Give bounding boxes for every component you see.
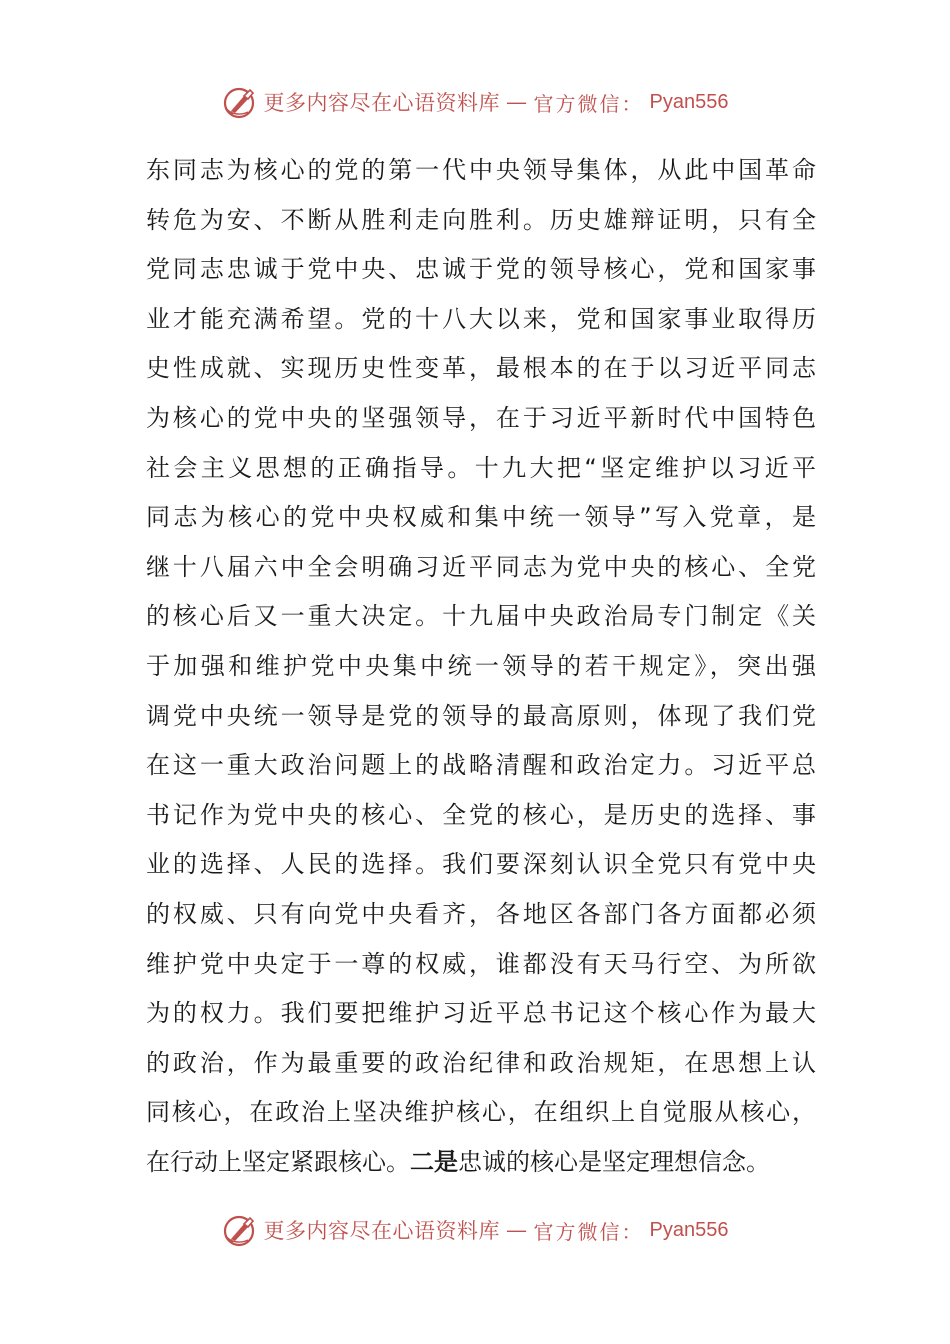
text-line: 为的权力。我们要把维护习近平总书记这个核心作为最大 bbox=[146, 999, 816, 1028]
text-line: 继十八届六中全会明确习近平同志为党中央的核心、全党 bbox=[146, 552, 816, 581]
footer-wechat-id: Pyan556 bbox=[649, 1218, 729, 1241]
text-line: 转危为安、不断从胜利走向胜利。历史雄辩证明，只有全 bbox=[146, 205, 816, 234]
footer-site-name: 更多内容尽在心语资料库 bbox=[263, 1219, 501, 1243]
last-line-suffix: 忠诚的核心是坚定理想信念。 bbox=[458, 1147, 770, 1176]
text-line: 同核心，在政治上坚决维护核心，在组织上自觉服从核心， bbox=[146, 1098, 816, 1127]
text-line: 东同志为核心的党的第一代中央领导集体，从此中国革命 bbox=[146, 156, 816, 184]
text-line: 的政治，作为最重要的政治纪律和政治规矩，在思想上认 bbox=[146, 1048, 816, 1077]
header-wechat-label: 官方微信： bbox=[533, 91, 644, 116]
text-line-last bbox=[146, 1138, 816, 1188]
body-text bbox=[146, 146, 816, 1187]
text-line: 的权威、只有向党中央看齐，各地区各部门各方面都必须 bbox=[146, 899, 816, 928]
text-line: 社会主义思想的正确指导。十九大把“坚定维护以习近平 bbox=[146, 453, 816, 482]
text-line: 为核心的党中央的坚强领导，在于习近平新时代中国特色 bbox=[146, 403, 816, 432]
last-line-prefix: 在行动上坚定紧跟核心。 bbox=[146, 1147, 410, 1176]
footer-wechat-label: 官方微信： bbox=[533, 1219, 644, 1244]
text-line: 维护党中央定于一尊的权威，谁都没有天马行空、为所欲 bbox=[146, 949, 816, 978]
text-line: 的核心后又一重大决定。十九届中央政治局专门制定《关 bbox=[146, 602, 816, 631]
text-line: 书记作为党中央的核心、全党的核心，是历史的选择、事 bbox=[146, 800, 816, 829]
text-line: 业的选择、人民的选择。我们要深刻认识全党只有党中央 bbox=[146, 850, 816, 879]
text-line: 在这一重大政治问题上的战略清醒和政治定力。习近平总 bbox=[146, 751, 816, 780]
text-line: 业才能充满希望。党的十八大以来，党和国家事业取得历 bbox=[146, 304, 816, 333]
text-line: 党同志忠诚于党中央、忠诚于党的领导核心，党和国家事 bbox=[146, 255, 816, 284]
header-watermark bbox=[0, 82, 950, 122]
header-wechat-id: Pyan556 bbox=[649, 90, 729, 113]
text-line: 于加强和维护党中央集中统一领导的若干规定》，突出强 bbox=[146, 651, 816, 680]
point-two-marker: 二是 bbox=[410, 1147, 458, 1176]
header-site-name: 更多内容尽在心语资料库 bbox=[263, 91, 501, 115]
pen-circle-icon bbox=[222, 1212, 258, 1248]
text-line: 同志为核心的党中央权威和集中统一领导”写入党章，是 bbox=[146, 503, 816, 532]
text-line: 史性成就、实现历史性变革，最根本的在于以习近平同志 bbox=[146, 354, 816, 383]
footer-watermark bbox=[0, 1210, 950, 1250]
pen-circle-icon bbox=[222, 84, 258, 120]
footer-dash: — bbox=[506, 1218, 528, 1242]
text-line: 调党中央统一领导是党的领导的最高原则，体现了我们党 bbox=[146, 701, 816, 730]
header-dash: — bbox=[506, 90, 528, 114]
